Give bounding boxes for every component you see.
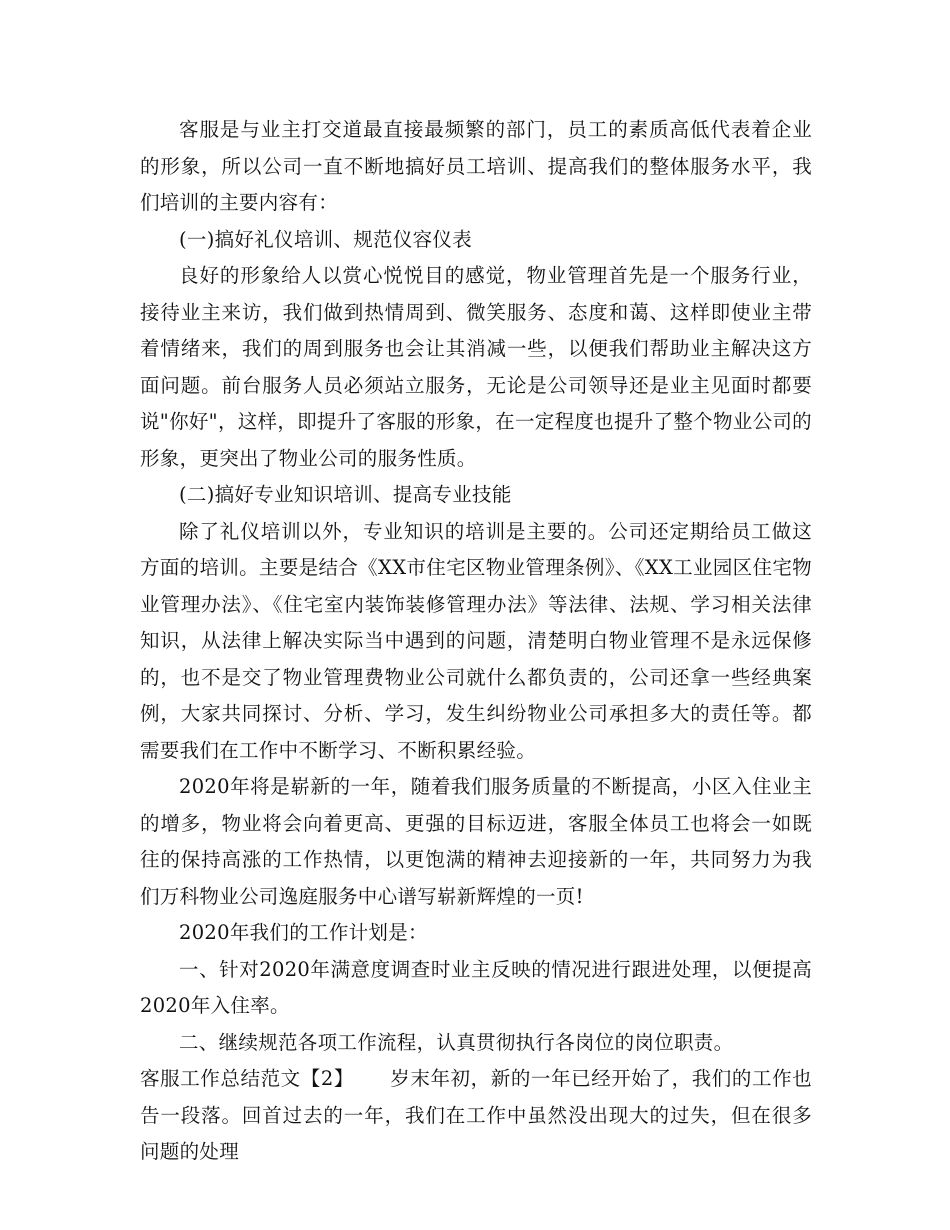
plan-item-2: 二、继续规范各项工作流程，认真贯彻执行各岗位的岗位职责。 xyxy=(179,1030,734,1054)
paragraph-etiquette: 良好的形象给人以赏心悦悦目的感觉，物业管理首先是一个服务行业，接待业主来访，我们做到热情周到、微笑服务、态度和蔼、这样即使业主带着情绪来，我们的周到服务也会让其消减一些，以便我们帮助业主解决这方面问题。前台服务人员必须站立服务，无论是公司领导还是业主见面时都要说"你好"，这样，即提升了客服的形象，在一定程度也提升了整个物业公司的形象，更突出了物业公司的服务性质。 xyxy=(140,264,812,470)
paragraph-intro: 客服是与业主打交道最直接最频繁的部门，员工的素质高低代表着企业的形象，所以公司一直不断地搞好员工培训、提高我们的整体服务水平，我们培训的主要内容有： xyxy=(140,118,812,214)
closing-paragraph xyxy=(140,1061,812,1171)
closing-text: 岁末年初，新的一年已经开始了，我们的工作也告一段落。回首过去的一年，我们在工作中虽然没出现大的过失，但在很多问题的处理 xyxy=(140,1067,812,1163)
section-heading-etiquette: (一)搞好礼仪培训、规范仪容仪表 xyxy=(179,227,473,251)
paragraph-outlook: 2020年将是崭新的一年，随着我们服务质量的不断提高，小区入住业主的增多，物业将会向着更高、更强的目标迈进，客服全体员工也将会一如既往的保持高涨的工作热情，以更饱满的精神去迎接新的一年，共同努力为我们万科物业公司逸庭服务中心谱写崭新辉煌的一页! xyxy=(140,775,812,908)
paragraph-skills: 除了礼仪培训以外，专业知识的培训是主要的。公司还定期给员工做这方面的培训。主要是结合《XX市住宅区物业管理条例》、《XX工业园区住宅物业管理办法》、《住宅室内装饰装修管理办法》等法律、法规、学习相关法律知识，从法律上解决实际当中遇到的问题，清楚明白物业管理不是永远保修的，也不是交了物业管理费物业公司就什么都负责的，公司还拿一些经典案例，大家共同探讨、分析、学习，发生纠纷物业公司承担多大的责任等。都需要我们在工作中不断学习、不断积累经验。 xyxy=(140,519,812,762)
plan-heading: 2020年我们的工作计划是： xyxy=(179,921,428,944)
section-heading-skills: (二)搞好专业知识培训、提高专业技能 xyxy=(179,483,512,506)
document-body xyxy=(140,112,812,1171)
plan-item-1: 一、针对2020年满意度调查时业主反映的情况进行跟进处理，以便提高2020年入住率。 xyxy=(140,957,812,1017)
article-title-2: 客服工作总结范文【2】 xyxy=(140,1067,354,1090)
